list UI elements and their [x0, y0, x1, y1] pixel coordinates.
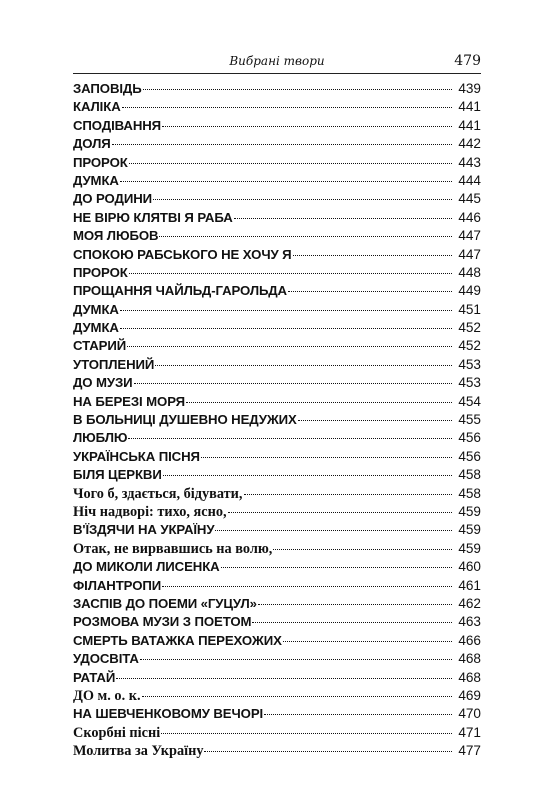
toc-row	[73, 448, 481, 466]
toc-row	[73, 521, 481, 539]
toc-entry-page: 470	[458, 706, 481, 722]
toc-entry-title: Скорбні пісні	[73, 724, 161, 741]
dot-leader	[201, 456, 452, 458]
toc-entry-page: 463	[458, 614, 481, 630]
toc-entry-page: 459	[458, 540, 481, 556]
toc-row	[73, 577, 481, 595]
toc-entry-page: 453	[458, 356, 481, 372]
toc-row	[73, 466, 481, 484]
toc-entry-title: ДО м. о. к.	[73, 687, 141, 704]
dot-leader	[127, 345, 452, 347]
toc-row	[73, 356, 481, 374]
toc-row	[73, 209, 481, 227]
toc-entry-title: ПРОЩАННЯ ЧАЙЛЬД-ГАРОЛЬДА	[73, 283, 287, 299]
toc-entry-page: 460	[458, 559, 481, 575]
toc-row	[73, 485, 481, 503]
toc-entry-title: УТОПЛЕНИЙ	[73, 356, 155, 372]
toc-entry-title: ДОЛЯ	[73, 136, 111, 152]
toc-entry-title: ЛЮБЛЮ	[73, 430, 128, 446]
dot-leader	[252, 621, 452, 623]
running-header	[73, 52, 481, 74]
toc-entry-page: 443	[458, 154, 481, 170]
toc-entry-page: 441	[458, 99, 481, 115]
toc-entry-title: В БОЛЬНИЦІ ДУШЕВНО НЕДУЖИХ	[73, 412, 297, 428]
toc-entry-page: 445	[458, 191, 481, 207]
toc-entry-page: 441	[458, 117, 481, 133]
dot-leader	[153, 198, 452, 200]
toc-entry-page: 442	[458, 136, 481, 152]
toc-row	[73, 190, 481, 208]
toc-entry-page: 462	[458, 595, 481, 611]
dot-leader	[155, 364, 452, 366]
dot-leader	[186, 401, 452, 403]
toc-entry-title: СТАРИЙ	[73, 338, 127, 354]
toc-entry-title: ДУМКА	[73, 172, 119, 188]
toc-entry-title: ПРОРОК	[73, 154, 128, 170]
toc-entry-page: 461	[458, 577, 481, 593]
toc-entry-page: 455	[458, 412, 481, 428]
toc-entry-title: ПРОРОК	[73, 264, 128, 280]
toc-entry-page: 448	[458, 264, 481, 280]
toc-entry-title: РОЗМОВА МУЗИ З ПОЕТОМ	[73, 614, 252, 630]
toc-entry-page: 456	[458, 430, 481, 446]
toc-entry-title: ДО МУЗИ	[73, 375, 133, 391]
toc-row	[73, 80, 481, 98]
toc-entry-title: ДО МИКОЛИ ЛИСЕНКА	[73, 559, 220, 575]
toc-row	[73, 429, 481, 447]
dot-leader	[120, 180, 452, 182]
toc-row	[73, 246, 481, 264]
toc-entry-title: ДУМКА	[73, 301, 119, 317]
toc-entry-page: 458	[458, 467, 481, 483]
header-rule	[73, 73, 481, 74]
toc-entry-title: БІЛЯ ЦЕРКВИ	[73, 467, 162, 483]
toc-row	[73, 319, 481, 337]
toc-row	[73, 705, 481, 723]
dot-leader	[161, 732, 452, 734]
toc-row	[73, 301, 481, 319]
toc-entry-title: ЗАСПІВ ДО ПОЕМИ «ГУЦУЛ»	[73, 595, 257, 611]
toc-entry-title: ФІЛАНТРОПИ	[73, 577, 162, 593]
dot-leader	[244, 493, 453, 495]
toc-entry-title: РАТАЙ	[73, 669, 116, 685]
dot-leader	[128, 437, 452, 439]
toc-entry-page: 471	[458, 724, 481, 740]
dot-leader	[204, 750, 452, 752]
toc-row	[73, 503, 481, 521]
toc-entry-title: НА БЕРЕЗІ МОРЯ	[73, 393, 185, 409]
toc-row	[73, 632, 481, 650]
toc-entry-title: НЕ ВІРЮ КЛЯТВІ Я РАБА	[73, 209, 233, 225]
dot-leader	[120, 309, 452, 311]
toc-entry-title: СПОДІВАННЯ	[73, 117, 162, 133]
toc-row	[73, 595, 481, 613]
toc-entry-page: 449	[458, 283, 481, 299]
toc-entry-title: УКРАЇНСЬКА ПІСНЯ	[73, 448, 200, 464]
dot-leader	[129, 272, 452, 274]
toc-entry-page: 452	[458, 320, 481, 336]
dot-leader	[293, 254, 452, 256]
dot-leader	[162, 585, 452, 587]
toc-entry-title: Чого б, здається, бідувати,	[73, 485, 243, 502]
toc-entry-page: 469	[458, 687, 481, 703]
dot-leader	[129, 162, 452, 164]
dot-leader	[134, 382, 452, 384]
toc-entry-page: 477	[458, 743, 481, 759]
toc-row	[73, 393, 481, 411]
dot-leader	[163, 474, 452, 476]
toc-entry-page: 459	[458, 522, 481, 538]
toc-entry-title: ЗАПОВІДЬ	[73, 81, 142, 96]
toc-entry-title: МОЯ ЛЮБОВ	[73, 228, 159, 244]
toc-entry-page: 452	[458, 338, 481, 354]
toc-row	[73, 227, 481, 245]
dot-leader	[120, 327, 452, 329]
toc-entry-title: Молитва за Україну	[73, 743, 204, 760]
toc-row	[73, 154, 481, 172]
toc-row	[73, 374, 481, 392]
toc-entry-title: ДУМКА	[73, 320, 119, 336]
dot-leader	[159, 235, 452, 237]
toc-row	[73, 540, 481, 558]
dot-leader	[122, 106, 452, 108]
running-title: Вибрані твори	[229, 54, 325, 68]
dot-leader	[288, 290, 452, 292]
toc-entry-page: 456	[458, 448, 481, 464]
toc-entry-title: В'ЇЗДЯЧИ НА УКРАЇНУ	[73, 522, 215, 538]
dot-leader	[234, 217, 452, 219]
toc-row	[73, 135, 481, 153]
toc-row	[73, 282, 481, 300]
page-number: 479	[454, 53, 481, 69]
toc-row	[73, 687, 481, 705]
toc-entry-title: СПОКОЮ РАБСЬКОГО НЕ ХОЧУ Я	[73, 246, 292, 262]
toc-row	[73, 172, 481, 190]
dot-leader	[215, 529, 452, 531]
dot-leader	[221, 566, 452, 568]
toc-entry-page: 453	[458, 375, 481, 391]
dot-leader	[112, 143, 452, 145]
toc-entry-title: НА ШЕВЧЕНКОВОМУ ВЕЧОРІ	[73, 706, 264, 722]
toc-row	[73, 724, 481, 742]
dot-leader	[228, 511, 452, 513]
toc-row	[73, 337, 481, 355]
toc-entry-title: ДО РОДИНИ	[73, 191, 152, 207]
table-of-contents	[73, 80, 481, 760]
dot-leader	[162, 125, 452, 127]
toc-entry-title: Ніч надворі: тихо, ясно,	[73, 503, 227, 520]
dot-leader	[116, 677, 452, 679]
toc-entry-title: СМЕРТЬ ВАТАЖКА ПЕРЕХОЖИХ	[73, 632, 282, 648]
dot-leader	[273, 548, 452, 550]
toc-row	[73, 742, 481, 760]
toc-entry-page: 439	[458, 81, 481, 96]
dot-leader	[142, 695, 452, 697]
toc-entry-title: КАЛІКА	[73, 99, 121, 115]
dot-leader	[298, 419, 452, 421]
toc-row	[73, 669, 481, 687]
toc-row	[73, 613, 481, 631]
toc-row	[73, 264, 481, 282]
toc-entry-page: 468	[458, 669, 481, 685]
toc-entry-page: 447	[458, 228, 481, 244]
toc-entry-page: 446	[458, 209, 481, 225]
toc-entry-page: 454	[458, 393, 481, 409]
dot-leader	[140, 658, 452, 660]
toc-entry-page: 459	[458, 503, 481, 519]
toc-entry-page: 444	[458, 172, 481, 188]
toc-entry-page: 468	[458, 651, 481, 667]
toc-row	[73, 117, 481, 135]
dot-leader	[258, 603, 452, 605]
toc-row	[73, 411, 481, 429]
toc-row	[73, 558, 481, 576]
toc-entry-title: УДОСВІТА	[73, 651, 139, 667]
dot-leader	[283, 640, 452, 642]
toc-entry-title: Отак, не вирвавшись на волю,	[73, 540, 273, 557]
toc-row	[73, 650, 481, 668]
toc-entry-page: 458	[458, 485, 481, 501]
dot-leader	[264, 713, 452, 715]
toc-entry-page: 451	[458, 301, 481, 317]
toc-entry-page: 466	[458, 632, 481, 648]
toc-entry-page: 447	[458, 246, 481, 262]
dot-leader	[143, 88, 452, 90]
toc-row	[73, 98, 481, 116]
